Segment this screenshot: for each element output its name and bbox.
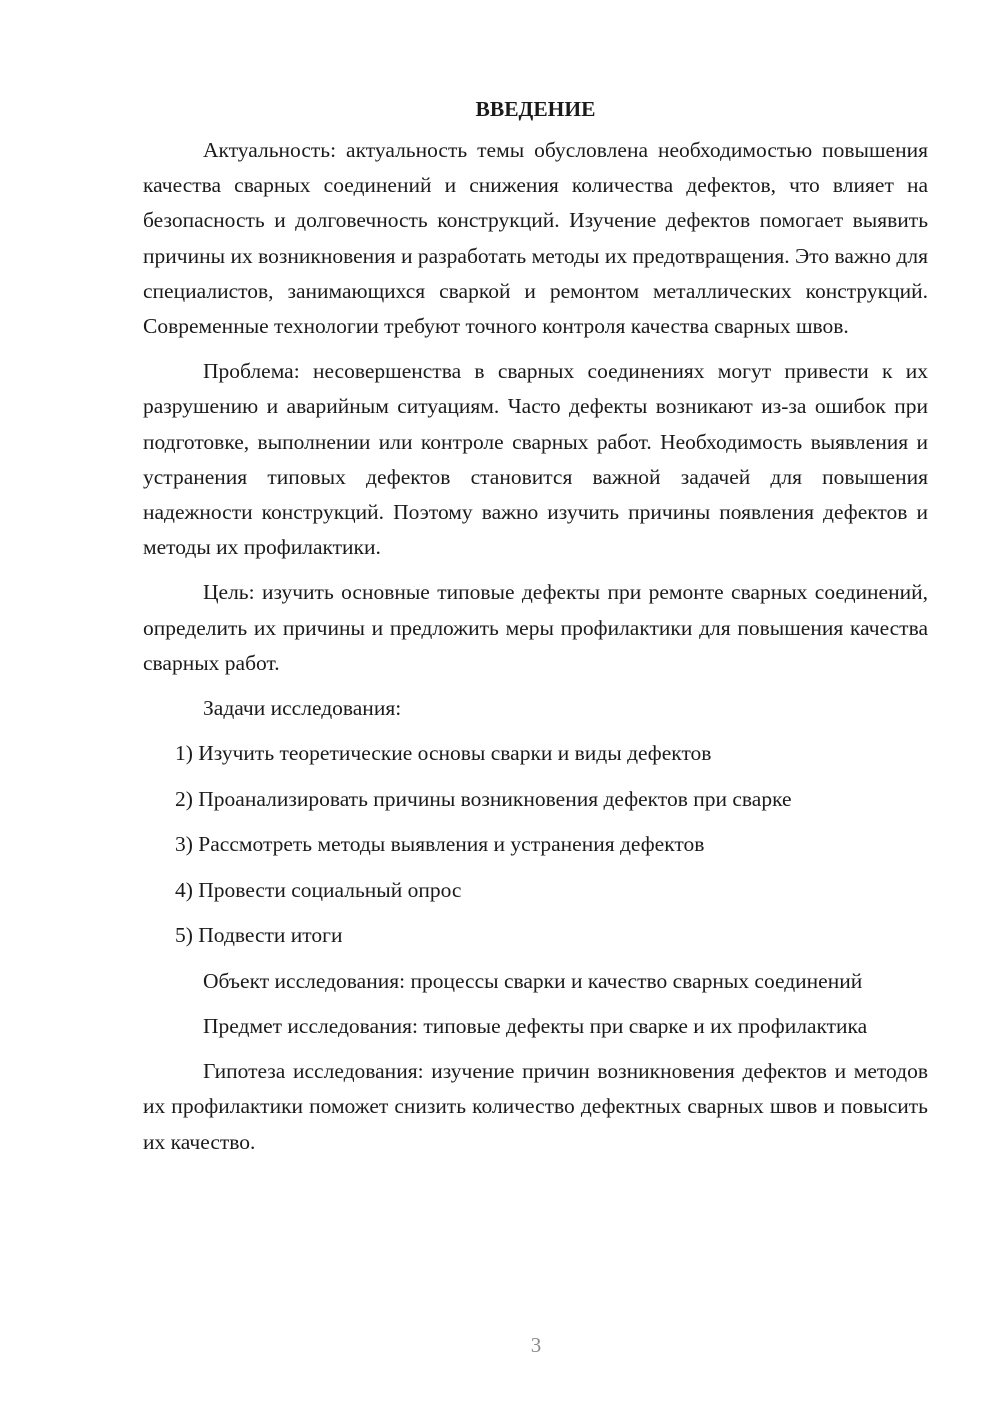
page-number: 3 — [530, 1333, 542, 1357]
paragraph-subject: Предмет исследования: типовые дефекты при сварке и их профилактика — [203, 1013, 868, 1038]
task-item-3: 3) Рассмотреть методы выявления и устранения дефектов — [175, 832, 705, 857]
page-content — [143, 92, 928, 1170]
task-item-5: 5) Подвести итоги — [175, 923, 343, 948]
paragraph-hypothesis: Гипотеза исследования: изучение причин возникновения дефектов и методов их профилактики поможет снизить количество дефектных сварных швов и повысить их качество. — [143, 1059, 928, 1154]
tasks-heading: Задачи исследования: — [203, 696, 402, 721]
task-item-4: 4) Провести социальный опрос — [175, 877, 462, 902]
paragraph-object: Объект исследования: процессы сварки и качество сварных соединений — [203, 968, 863, 993]
task-item-1: 1) Изучить теоретические основы сварки и виды дефектов — [175, 741, 712, 766]
paragraph-goal: Цель: изучить основные типовые дефекты при ремонте сварных соединений, определить их причины и предложить меры профилактики для повышения качества сварных работ. — [143, 580, 928, 675]
task-item-2: 2) Проанализировать причины возникновения дефектов при сварке — [175, 786, 792, 811]
task-list — [143, 736, 928, 953]
section-title: ВВЕДЕНИЕ — [475, 97, 596, 121]
paragraph-problem: Проблема: несовершенства в сварных соединениях могут привести к их разрушению и аварийным ситуациям. Часто дефекты возникают из-за ошибок при подготовке, выполнении или контроле сварных работ. Необходимость выявления и устранения типовых дефектов становится важной задачей для повышения надежности конструкций. Поэтому важно изучить причины появления дефектов и методы их профилактики. — [143, 359, 928, 560]
paragraph-relevance: Актуальность: актуальность темы обусловлена необходимостью повышения качества сварных соединений и снижения количества дефектов, что влияет на безопасность и долговечность конструкций. Изучение дефектов помогает выявить причины их возникновения и разработать методы их предотвращения. Это важно для специалистов, занимающихся сваркой и ремонтом металлических конструкций. Современные технологии требуют точного контроля качества сварных швов. — [143, 138, 928, 339]
